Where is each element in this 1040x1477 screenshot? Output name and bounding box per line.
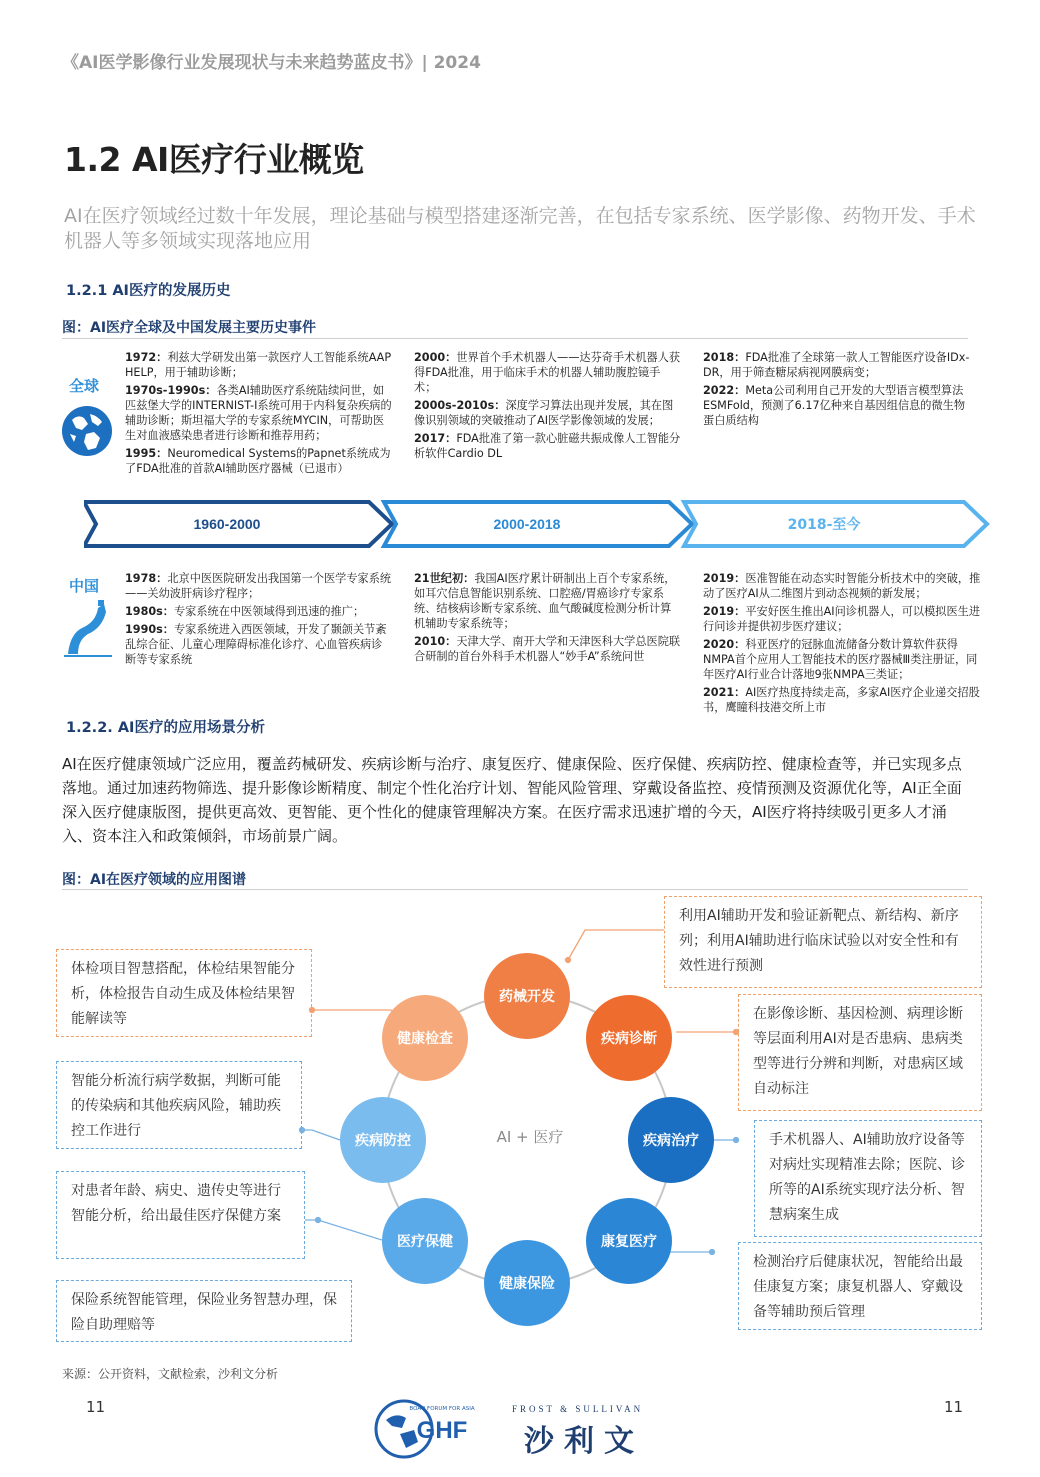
desc-disease-prevention: 智能分析流行病学数据，判断可能的传染病和其他疾病风险，辅助疾控工作进行 (56, 1061, 302, 1149)
event: 2000s-2010s：深度学习算法出现并发展，其在图像识别领域的突破推动了AI医学影像领域的发展； (414, 399, 674, 427)
page-number-left: 11 (86, 1398, 106, 1416)
event: 1980s：专家系统在中医领域得到迅速的推广； (125, 605, 365, 618)
event: 2017：FDA批准了第一款心脏磁共振成像人工智能分析软件Cardio DL (414, 432, 681, 460)
event: 21世纪初：我国AI医疗累计研制出上百个专家系统，如耳穴信息智能识别系统、口腔癌/胃癌诊疗专家系统、结核病诊断专家系统、血气酸碱度检测分析计算机辅助专家系统等； (414, 572, 676, 630)
desc-disease-treatment: 手术机器人、AI辅助放疗设备等对病灶实现精准去除；医院、诊所等的AI系统实现疗法分析、智慧病案生成 (754, 1120, 982, 1237)
frost-sullivan-logo-text: FROST & SULLIVAN (512, 1404, 644, 1414)
node-disease-diagnosis: 疾病诊断 (586, 995, 672, 1081)
node-health-checkup: 健康检查 (382, 995, 468, 1081)
desc-health-insurance: 保险系统智能管理，保险业务智慧办理，保险自助理赔等 (56, 1280, 352, 1342)
china-events-col1 (125, 571, 393, 670)
desc-healthcare: 对患者年龄、病史、遗传史等进行智能分析，给出最佳医疗保健方案 (56, 1171, 305, 1259)
application-figure-caption: 图：AI在医疗领域的应用图谱 (62, 872, 247, 888)
event: 2010：天津大学、南开大学和天津医科大学总医院联合研制的首台外科手术机器人“妙手A”系统问世 (414, 635, 681, 663)
node-disease-prevention: 疾病防控 (340, 1097, 426, 1183)
history-heading: 1.2.1 AI医疗的发展历史 (66, 283, 231, 299)
china-label: 中国 (69, 577, 100, 595)
desc-health-checkup: 体检项目智慧搭配，体检结果智能分析，体检报告自动生成及体检结果智能解读等 (56, 949, 312, 1037)
ghf-logo (370, 1396, 500, 1462)
event: 2019：平安好医生推出AI问诊机器人，可以模拟医生进行问诊并提供初步医疗建议； (703, 605, 981, 633)
desc-disease-diagnosis: 在影像诊断、基因检测、病理诊断等层面利用AI对是否患病、患病类型等进行分辨和判断，对患病区域自动标注 (738, 994, 982, 1111)
global-label: 全球 (69, 377, 100, 395)
global-events-col1 (125, 350, 393, 479)
source-note: 来源：公开资料，文献检索，沙利文分析 (62, 1367, 279, 1381)
figure-divider (62, 338, 968, 339)
node-health-insurance: 健康保险 (484, 1240, 570, 1326)
event: 2022：Meta公司利用自己开发的大型语言模型算法ESMFold，预测了6.17亿种来自基因组信息的微生物蛋白质结构 (703, 384, 966, 427)
global-events-col3 (703, 350, 973, 431)
node-disease-treatment: 疾病治疗 (628, 1097, 714, 1183)
svg-text:GHF: GHF (416, 1417, 468, 1444)
center-label: AI + 医疗 (496, 1128, 564, 1146)
globe-icon (60, 400, 114, 462)
event: 1990s：专家系统进入西医领域，开发了颞颌关节紊乱综合征、儿童心理障碍标准化诊疗、心血管疾病诊断等专家系统 (125, 623, 387, 666)
china-events-col2 (414, 571, 682, 667)
global-events-col2 (414, 350, 682, 464)
application-heading: 1.2.2. AI医疗的应用场景分析 (66, 720, 265, 736)
section-subtitle: AI在医疗领域经过数十年发展，理论基础与模型搭建逐渐完善，在包括专家系统、医学影像、药物开发、手术机器人等多领域实现落地应用 (64, 205, 976, 252)
page-number-right: 11 (944, 1398, 964, 1416)
event: 1970s-1990s：各类AI辅助医疗系统陆续问世，如匹兹堡大学的INTERNIST-I系统可用于内科复杂疾病的辅助诊断；斯坦福大学的专家系统MYCIN，可帮助医生对血液感染患者进行诊断和推荐用药； (125, 384, 392, 442)
great-wall-icon (62, 598, 114, 658)
section-title: 1.2 AI医疗行业概览 (64, 140, 364, 179)
node-drug-development: 药械开发 (484, 953, 570, 1039)
event: 2019：医准智能在动态实时智能分析技术中的突破，推动了医疗AI从二维图片到动态视频的新发展； (703, 572, 981, 600)
desc-rehabilitation: 检测治疗后健康状况，智能给出最佳康复方案；康复机器人、穿戴设备等辅助预后管理 (738, 1242, 982, 1330)
event: 2000：世界首个手术机器人——达芬奇手术机器人获得FDA批准，用于临床手术的机器人辅助腹腔镜手术； (414, 351, 681, 394)
svg-text:BOAO FORUM FOR ASIA: BOAO FORUM FOR ASIA (409, 1406, 475, 1412)
event: 2018：FDA批准了全球第一款人工智能医疗设备IDx-DR，用于筛查糖尿病视网膜病变； (703, 351, 970, 379)
node-rehabilitation: 康复医疗 (586, 1198, 672, 1284)
china-events-col3 (703, 571, 985, 718)
document-header: 《AI医学影像行业发展现状与未来趋势蓝皮书》| 2024 (62, 53, 481, 73)
event: 2020：科亚医疗的冠脉血流储备分数计算软件获得NMPA首个应用人工智能技术的医疗器械Ⅲ类注册证，同年医疗AI行业合计落地9张NMPA三类证； (703, 638, 978, 681)
period-label-1: 1960-2000 (193, 516, 261, 532)
timeline-arrows (84, 498, 994, 550)
event: 1972：利兹大学研发出第一款医疗人工智能系统AAP HELP，用于辅助诊断； (125, 351, 392, 379)
history-figure-caption: 图：AI医疗全球及中国发展主要历史事件 (62, 320, 317, 336)
sullivan-logo-cn: 沙利文 (524, 1424, 644, 1459)
period-label-3: 2018-至今 (787, 517, 861, 533)
event: 2021：AI医疗热度持续走高，多家AI医疗企业递交招股书，鹰瞳科技港交所上市 (703, 686, 980, 714)
period-label-2: 2000-2018 (493, 516, 561, 532)
event: 1995：Neuromedical Systems的Papnet系统成为了FDA批准的首款AI辅助医疗器械（已退市） (125, 447, 391, 475)
desc-drug-development: 利用AI辅助开发和验证新靶点、新结构、新序列；利用AI辅助进行临床试验以对安全性和有效性进行预测 (664, 896, 982, 988)
node-healthcare: 医疗保健 (382, 1198, 468, 1284)
application-paragraph: AI在医疗健康领域广泛应用，覆盖药械研发、疾病诊断与治疗、康复医疗、健康保险、医疗保健、疾病防控、健康检查等，并已实现多点落地。通过加速药物筛选、提升影像诊断精度、制定个性化治疗计划、智能风险管理、穿戴设备监控、疫情预测及资源优化等，AI正全面深入医疗健康版图，提供更高效、更智能、更个性化的健康管理解决方案。在医疗需求迅速扩增的今天，AI医疗将持续吸引更多人才涌入、资本注入和政策倾斜，市场前景广阔。 (62, 755, 962, 845)
event: 1978：北京中医医院研发出我国第一个医学专家系统——关幼波肝病诊疗程序； (125, 572, 392, 600)
